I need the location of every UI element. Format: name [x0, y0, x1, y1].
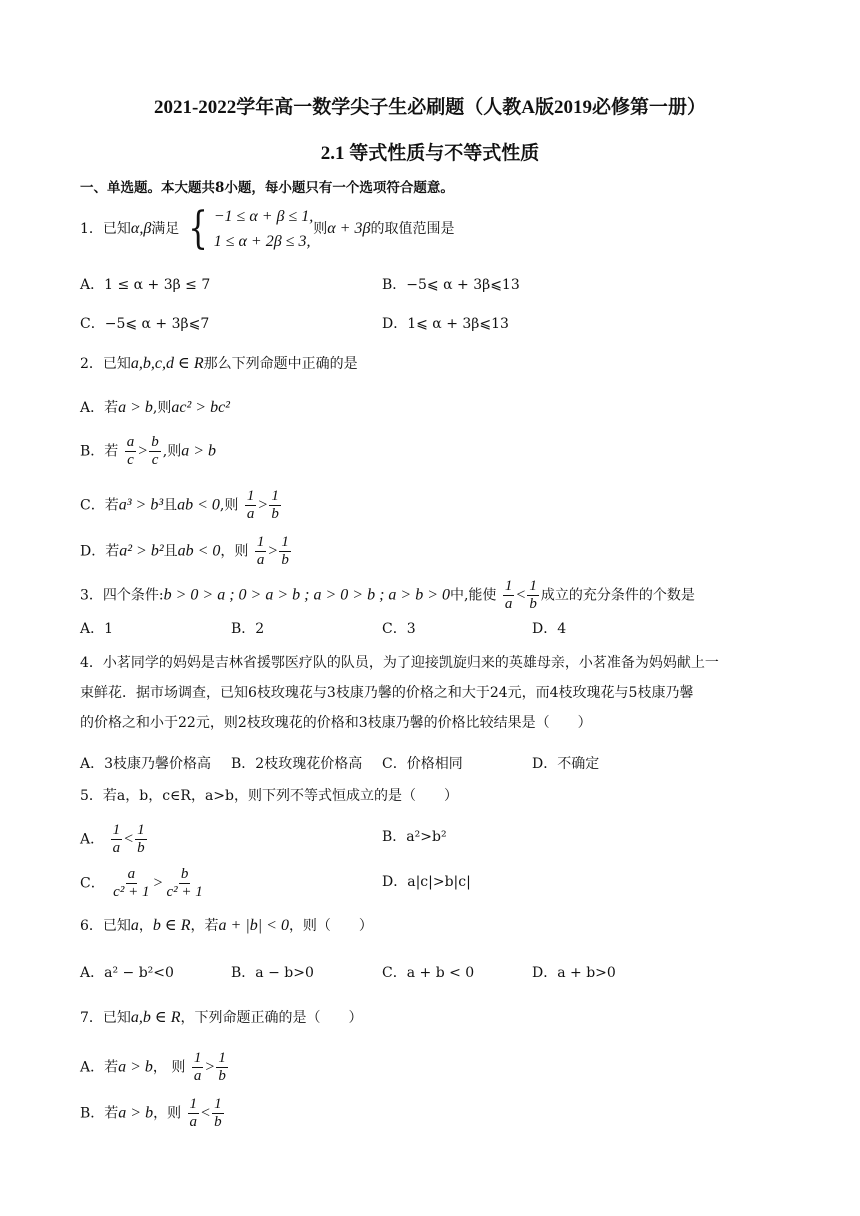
q6-b-in-r: b ∈ R	[152, 917, 191, 934]
gt-sign: >	[268, 542, 278, 560]
fraction	[164, 866, 204, 901]
q3-option-b: B．2	[231, 621, 265, 637]
q3-option-d: D．4	[532, 621, 567, 637]
fraction-denominator: c² + 1	[166, 884, 203, 900]
gt-sign: >	[153, 874, 163, 892]
fraction-numerator: 1	[214, 1096, 222, 1112]
q5-option-a	[80, 822, 149, 857]
gt-sign: >	[258, 496, 268, 514]
fraction-denominator: b	[281, 552, 289, 568]
fraction	[527, 578, 539, 613]
fraction-numerator: a	[126, 434, 135, 450]
q7-b-cond: a > b	[118, 1104, 154, 1122]
q7-a-prefix: A．若	[80, 1059, 119, 1076]
fraction-numerator: 1	[504, 578, 513, 594]
fraction-denominator: b	[218, 1068, 226, 1084]
q3-suffix: 成立的充分条件的个数是	[540, 587, 695, 604]
q6-a: a	[130, 917, 139, 934]
q2-a-result: ac² > bc²	[171, 399, 230, 416]
q2-prefix: 2．已知	[80, 356, 131, 372]
q2-option-d	[80, 534, 293, 569]
q2-d-prefix: D．若	[80, 543, 120, 560]
q5-option-b: B．a²>b²	[382, 829, 447, 845]
q2-c-cond: a³ > b³	[118, 496, 164, 514]
q4-option-a: A．3枝康乃馨价格高	[80, 756, 212, 772]
q4-option-c: C．价格相同	[382, 756, 463, 772]
q2-suffix: 那么下列命题中正确的是	[203, 356, 358, 372]
q7-option-a	[80, 1050, 230, 1085]
q2-d-and: 且	[163, 543, 178, 560]
gt-sign: >	[205, 1058, 215, 1076]
q2-option-a	[80, 398, 230, 418]
fraction-denominator: a	[256, 552, 265, 568]
q3-option-a: A．1	[80, 621, 114, 637]
q2-option-b	[80, 434, 216, 469]
q1-satisfy: 满足	[151, 221, 180, 237]
fraction-numerator: 1	[281, 534, 289, 550]
q6-prefix: 6．已知	[80, 918, 131, 934]
q1-expression: α + 3β	[327, 220, 371, 237]
q6-option-c: C．a + b < 0	[382, 965, 475, 981]
fraction	[135, 822, 147, 857]
q1-condition-2: 1 ≤ α + 2β ≤ 3,	[213, 233, 311, 250]
q6-condition: a + |b| < 0	[218, 917, 289, 934]
q2-c-and: 且	[163, 497, 178, 514]
q6-option-b: B．a − b>0	[231, 965, 314, 981]
q1-option-c: C．−5⩽ α + 3β⩽7	[80, 316, 210, 332]
q1-option-b: B．−5⩽ α + 3β⩽13	[382, 277, 520, 293]
q7-b-prefix: B．若	[80, 1105, 119, 1122]
q2-c-cond2: ab < 0	[177, 496, 220, 514]
fraction-denominator: c² + 1	[113, 884, 150, 900]
q2-a-prefix: A．若	[80, 400, 119, 416]
q2-b-then: ,则	[162, 443, 182, 460]
fraction-denominator: a	[189, 1114, 198, 1130]
q2-a-cond: a > b	[118, 399, 153, 416]
q7-a-cond: a > b	[118, 1058, 153, 1076]
lt-sign: <	[124, 830, 134, 848]
q5-c-prefix: C．	[80, 875, 105, 892]
section-header: 一、单选题。本大题共8小题，每小题只有一个选项符合题意。	[80, 180, 454, 196]
fraction-denominator: c	[151, 452, 159, 468]
fraction	[111, 822, 123, 857]
q7-prefix: 7．已知	[80, 1010, 131, 1026]
q2-c-prefix: C．若	[80, 497, 119, 514]
q1-system	[184, 204, 314, 254]
fraction	[192, 1050, 204, 1085]
q1-option-d: D．1⩽ α + 3β⩽13	[382, 316, 509, 332]
q1-option-a: A．1 ≤ α + 3β ≤ 7	[80, 277, 211, 293]
q2-d-cond: a² > b²	[119, 542, 164, 560]
fraction	[212, 1096, 224, 1131]
fraction-numerator: b	[151, 434, 159, 450]
brace-icon: {	[187, 203, 208, 254]
q5-option-c	[80, 866, 207, 901]
q2-d-cond2: ab < 0	[177, 542, 221, 560]
q4-option-b: B．2枝玫瑰花价格高	[231, 756, 363, 772]
fraction-numerator: 1	[529, 578, 537, 594]
q7-suffix: ，下列命题正确的是（ ）	[180, 1010, 363, 1026]
q2-option-c	[80, 488, 283, 523]
q7-math: a,b ∈ R	[130, 1009, 181, 1026]
fraction-denominator: b	[271, 506, 279, 522]
fraction-denominator: a	[246, 506, 255, 522]
q2-math: a,b,c,d ∈ R	[130, 355, 204, 372]
question-4	[80, 648, 780, 738]
q7-b-then: ，则	[153, 1105, 182, 1122]
fraction-numerator: 1	[193, 1050, 202, 1066]
q2-d-then: ，则	[220, 543, 249, 560]
question-1	[80, 204, 454, 254]
q1-vars: α,β	[130, 220, 152, 237]
fraction	[125, 434, 137, 469]
q1-suffix: 的取值范围是	[370, 221, 455, 237]
q2-b-prefix: B．若	[80, 443, 119, 460]
question-2	[80, 354, 358, 374]
q2-a-then: ,则	[152, 400, 172, 416]
q5-a-prefix: A．	[80, 831, 105, 848]
fraction	[216, 1050, 228, 1085]
fraction-denominator: b	[529, 596, 537, 612]
fraction	[149, 434, 161, 469]
q3-mid: 中,能使	[449, 587, 497, 604]
gt-sign: >	[138, 442, 148, 460]
question-5: 5．若a，b，c∈R，a>b，则下列不等式恒成立的是（ ）	[80, 788, 458, 804]
q3-option-c: C．3	[382, 621, 416, 637]
fraction-denominator: a	[112, 840, 121, 856]
fraction-denominator: a	[193, 1068, 202, 1084]
q7-a-then: ， 则	[152, 1059, 186, 1076]
q2-c-then: ,则	[219, 497, 239, 514]
q4-line-1: 4．小茗同学的妈妈是吉林省援鄂医疗队的队员，为了迎接凯旋归来的英雄母亲，小茗准备为妈妈献上一	[80, 655, 719, 671]
q6-suffix: ，则（ ）	[288, 918, 373, 934]
fraction	[279, 534, 291, 569]
q1-then: 则	[313, 221, 328, 237]
fraction	[245, 488, 257, 523]
fraction-numerator: b	[180, 866, 189, 882]
fraction-denominator: a	[504, 596, 513, 612]
fraction	[503, 578, 515, 613]
fraction	[188, 1096, 200, 1131]
q6-if: ，若	[190, 918, 219, 934]
fraction-numerator: 1	[256, 534, 265, 550]
fraction-numerator: 1	[218, 1050, 226, 1066]
question-7	[80, 1008, 363, 1028]
lt-sign: <	[516, 586, 526, 604]
section-title: 2.1 等式性质与不等式性质	[320, 143, 540, 164]
question-6: 6．已知a，b ∈ R，若a + |b| < 0，则（ ）	[80, 917, 373, 934]
q6-option-d: D．a + b>0	[532, 965, 616, 981]
q3-conditions: b > 0 > a ; 0 > a > b ; a > 0 > b ; a > b > 0	[163, 586, 450, 604]
fraction-numerator: 1	[137, 822, 145, 838]
q3-prefix: 3．四个条件:	[80, 587, 164, 604]
q4-line-2: 束鲜花．据市场调查，已知6枝玫瑰花与3枝康乃馨的价格之和大于24元，而4枝玫瑰花与5枝康乃馨	[80, 685, 694, 701]
fraction-numerator: 1	[246, 488, 255, 504]
question-3	[80, 578, 695, 613]
document-title: 2021-2022学年高一数学尖子生必刷题（人教A版2019必修第一册）	[153, 97, 707, 118]
fraction-denominator: c	[127, 452, 134, 468]
q4-line-3: 的价格之和小于22元，则2枝玫瑰花的价格和3枝康乃馨的价格比较结果是（ ）	[80, 715, 592, 731]
fraction-denominator: b	[137, 840, 145, 856]
q1-condition-1: −1 ≤ α + β ≤ 1,	[213, 208, 314, 225]
fraction	[255, 534, 267, 569]
fraction-numerator: 1	[189, 1096, 198, 1112]
q4-option-d: D．不确定	[532, 756, 600, 772]
fraction	[111, 866, 151, 901]
q6-option-a: A．a² − b²<0	[80, 965, 174, 981]
q2-b-result: a > b	[181, 442, 217, 460]
q1-prefix: 1．已知	[80, 221, 131, 237]
fraction	[269, 488, 281, 523]
fraction-numerator: 1	[112, 822, 121, 838]
fraction-numerator: a	[127, 866, 136, 882]
lt-sign: <	[201, 1104, 211, 1122]
fraction-denominator: b	[214, 1114, 222, 1130]
q7-option-b	[80, 1096, 226, 1131]
fraction-numerator: 1	[271, 488, 279, 504]
q5-option-d: D．a|c|>b|c|	[382, 874, 471, 890]
